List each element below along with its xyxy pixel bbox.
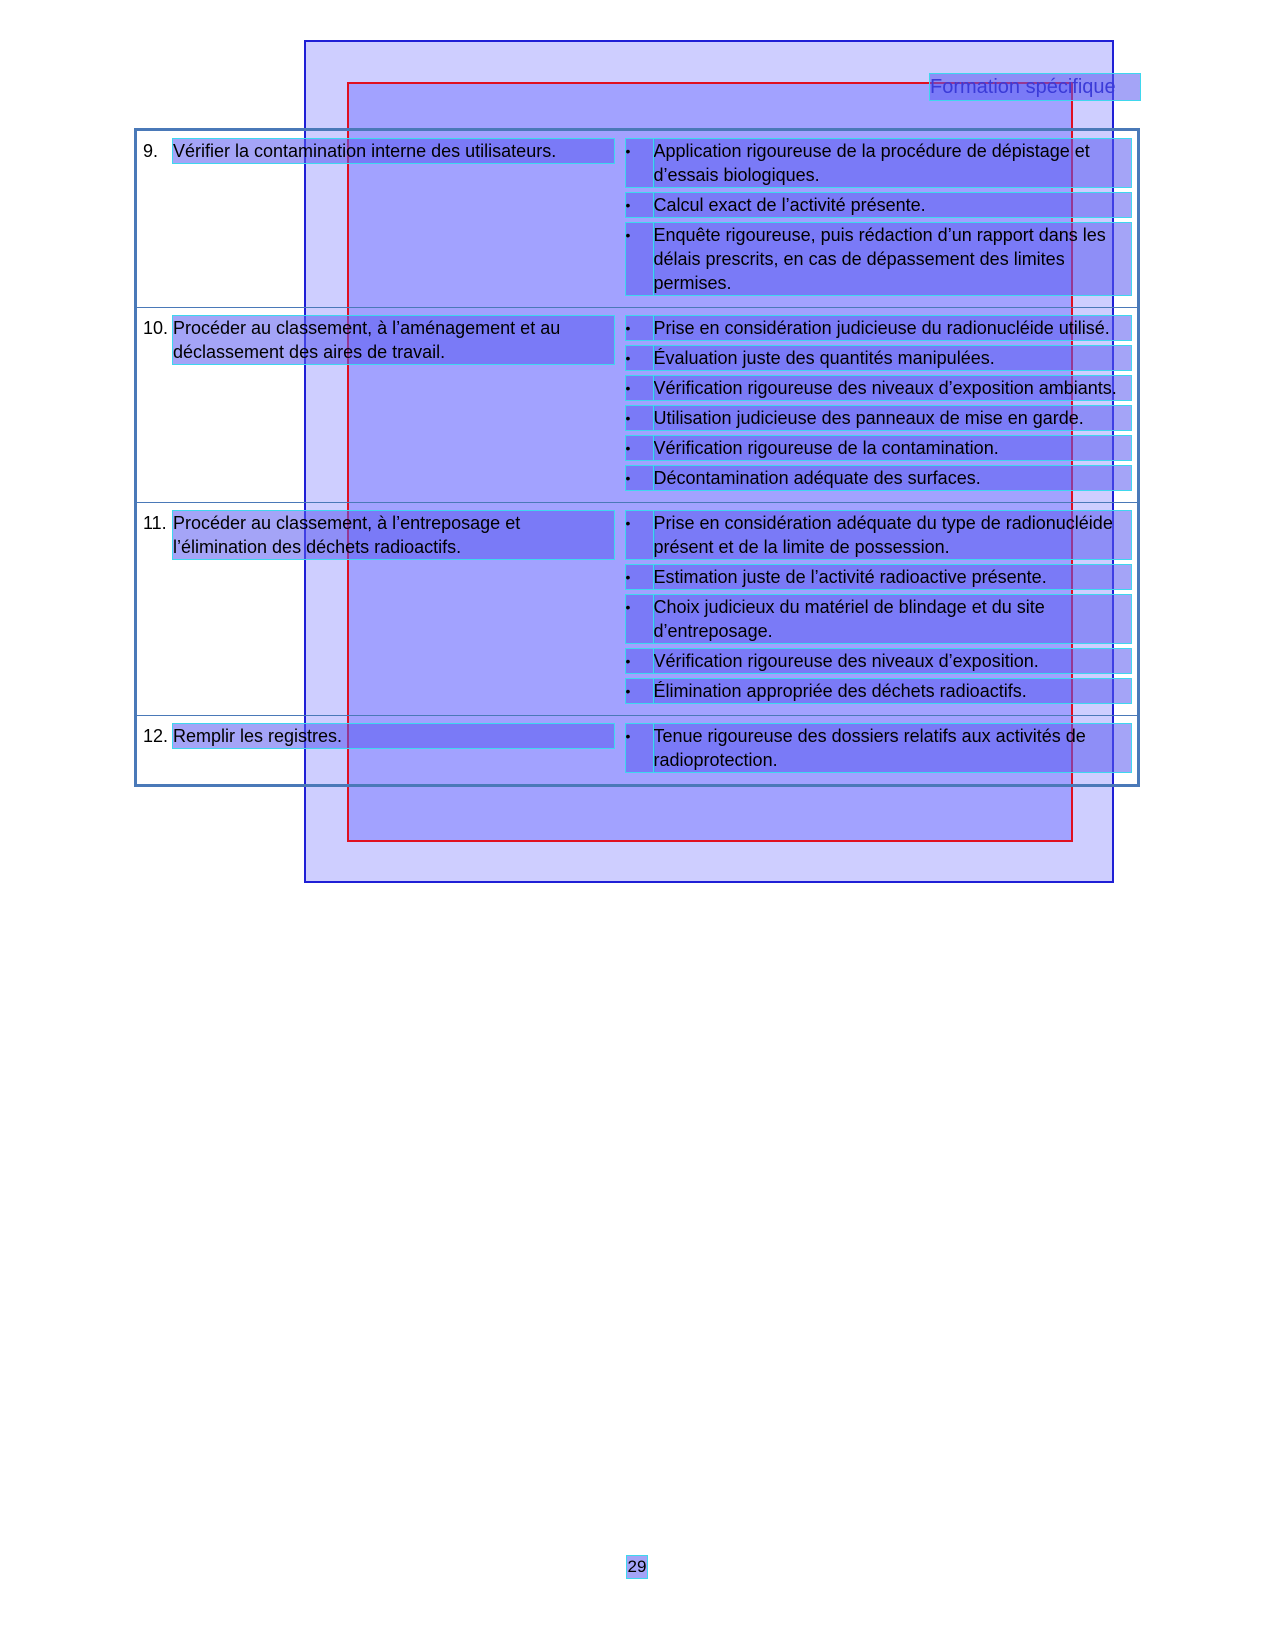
- criteria-cell: [620, 716, 1139, 786]
- bullet-icon: •: [626, 376, 654, 400]
- criteria-list: [626, 139, 1132, 295]
- criteria-item: [626, 595, 1132, 643]
- bullet-icon: •: [626, 511, 654, 559]
- bullet-icon: •: [626, 565, 654, 589]
- criteria-cell: [620, 308, 1139, 503]
- criteria-item: [626, 223, 1132, 295]
- bullet-icon: •: [626, 139, 654, 187]
- criteria-item: [626, 679, 1132, 703]
- task-cell: [136, 130, 620, 308]
- task-text: Procéder au classement, à l’aménagement et au déclassement des aires de travail.: [173, 316, 614, 364]
- criteria-item: [626, 406, 1132, 430]
- criteria-text: Vérification rigoureuse des niveaux d’exposition ambiants.: [654, 376, 1132, 400]
- criteria-list: [626, 724, 1132, 772]
- criteria-item: [626, 139, 1132, 187]
- bullet-icon: •: [626, 466, 654, 490]
- table-row: [136, 130, 1139, 308]
- criteria-text: Prise en considération judicieuse du radionucléide utilisé.: [654, 316, 1132, 340]
- criteria-text: Application rigoureuse de la procédure de dépistage et d’essais biologiques.: [654, 139, 1132, 187]
- task-number: 12.: [143, 726, 169, 746]
- bullet-icon: •: [626, 679, 654, 703]
- task-cell: [136, 308, 620, 503]
- criteria-item: [626, 346, 1132, 370]
- task-cell: [136, 503, 620, 716]
- criteria-item: [626, 724, 1132, 772]
- criteria-text: Élimination appropriée des déchets radioactifs.: [654, 679, 1132, 703]
- task-cell: [136, 716, 620, 786]
- competency-table: [134, 128, 1140, 787]
- criteria-item: [626, 649, 1132, 673]
- criteria-cell: [620, 503, 1139, 716]
- criteria-list: [626, 511, 1132, 703]
- task-text: Procéder au classement, à l’entreposage et l’élimination des déchets radioactifs.: [173, 511, 614, 559]
- task-number: 10.: [143, 318, 169, 338]
- criteria-item: [626, 436, 1132, 460]
- bullet-icon: •: [626, 649, 654, 673]
- page-header-title: Formation spécifique: [930, 74, 1140, 100]
- page-number: 29: [627, 1557, 647, 1576]
- task-item: [143, 316, 614, 364]
- criteria-item: [626, 565, 1132, 589]
- task-text: Remplir les registres.: [173, 724, 614, 748]
- criteria-text: Prise en considération adéquate du type de radionucléide présent et de la limite de possession.: [654, 511, 1132, 559]
- criteria-text: Choix judicieux du matériel de blindage et du site d’entreposage.: [654, 595, 1132, 643]
- criteria-item: [626, 511, 1132, 559]
- criteria-cell: [620, 130, 1139, 308]
- task-item: [143, 511, 614, 559]
- criteria-text: Vérification rigoureuse de la contamination.: [654, 436, 1132, 460]
- task-text: Vérifier la contamination interne des utilisateurs.: [173, 139, 614, 163]
- criteria-item: [626, 376, 1132, 400]
- task-item: [143, 724, 614, 748]
- criteria-item: [626, 193, 1132, 217]
- table-row: [136, 308, 1139, 503]
- criteria-text: Calcul exact de l’activité présente.: [654, 193, 1132, 217]
- criteria-text: Estimation juste de l’activité radioactive présente.: [654, 565, 1132, 589]
- bullet-icon: •: [626, 406, 654, 430]
- bullet-icon: •: [626, 724, 654, 772]
- criteria-text: Tenue rigoureuse des dossiers relatifs aux activités de radioprotection.: [654, 724, 1132, 772]
- bullet-icon: •: [626, 223, 654, 295]
- criteria-text: Décontamination adéquate des surfaces.: [654, 466, 1132, 490]
- criteria-text: Enquête rigoureuse, puis rédaction d’un rapport dans les délais prescrits, en cas de dépassement des limites permises.: [654, 223, 1132, 295]
- criteria-text: Évaluation juste des quantités manipulées.: [654, 346, 1132, 370]
- bullet-icon: •: [626, 595, 654, 643]
- task-number: 9.: [143, 141, 159, 161]
- table-row: [136, 503, 1139, 716]
- criteria-text: Utilisation judicieuse des panneaux de mise en garde.: [654, 406, 1132, 430]
- criteria-item: [626, 466, 1132, 490]
- task-item: [143, 139, 614, 163]
- task-number: 11.: [143, 513, 167, 533]
- bullet-icon: •: [626, 436, 654, 460]
- criteria-item: [626, 316, 1132, 340]
- bullet-icon: •: [626, 346, 654, 370]
- criteria-list: [626, 316, 1132, 490]
- table-row: [136, 716, 1139, 786]
- criteria-text: Vérification rigoureuse des niveaux d’exposition.: [654, 649, 1132, 673]
- bullet-icon: •: [626, 193, 654, 217]
- bullet-icon: •: [626, 316, 654, 340]
